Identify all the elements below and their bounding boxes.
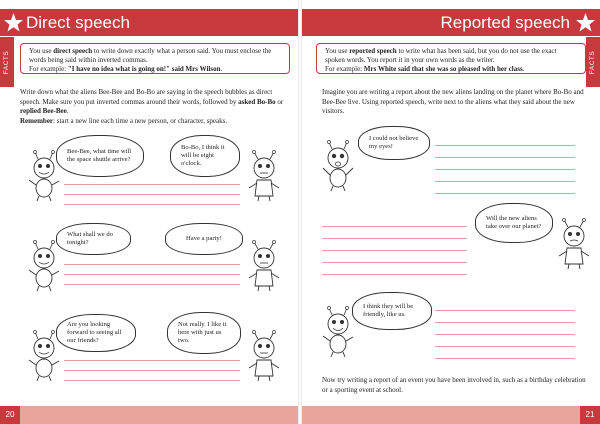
book-gutter	[298, 0, 302, 424]
alien-illustration	[26, 150, 62, 202]
writing-line[interactable]	[435, 145, 575, 146]
page-number: 20	[0, 406, 20, 424]
writing-line[interactable]	[435, 193, 575, 194]
page-title: Reported speech	[440, 13, 570, 32]
speech-bubble: Have a party!	[165, 223, 243, 255]
speech-bubble: Bo-Bo, I think it will be eight o'clock.	[170, 135, 240, 177]
writing-line[interactable]	[322, 238, 467, 239]
writing-line[interactable]	[64, 380, 240, 381]
alien-illustration	[246, 240, 282, 292]
alien-illustration	[26, 240, 62, 292]
key-term: direct speech	[53, 47, 93, 55]
right-title-banner	[300, 9, 600, 36]
writing-line[interactable]	[322, 226, 467, 227]
writing-line[interactable]	[435, 346, 575, 347]
instructions: Write down what the aliens Bee-Bee and Bo-Bo are saying in the speech bubbles as direct speech. Make sure you put inverted commas around their words, followed by asked Bo-Bo or replied Bee-Bee. Remember: start a new line each time a new person, or character, speaks.	[20, 88, 284, 125]
footer-bar	[300, 406, 580, 424]
fact-box: You use reported speech to write what has been said, but you do not use the exact spoken words. You report it in your own words as the writer. For example: Mrs White said that she was so pleased with her class.	[316, 43, 586, 74]
facts-tab: FACTS	[0, 37, 14, 87]
alien-illustration	[246, 150, 282, 202]
writing-line[interactable]	[64, 184, 240, 185]
page-title: Direct speech	[26, 13, 130, 32]
writing-line[interactable]	[435, 310, 575, 311]
star-icon	[573, 9, 598, 36]
right-page	[300, 0, 600, 424]
writing-line[interactable]	[64, 370, 240, 371]
writing-line[interactable]	[435, 169, 575, 170]
key-term: reported speech	[349, 47, 397, 55]
speech-bubble: What shall we do tonight?	[56, 223, 131, 255]
writing-line[interactable]	[64, 264, 240, 265]
writing-line[interactable]	[435, 322, 575, 323]
speech-bubble: I could not believe my eyes!	[358, 126, 430, 160]
fact-box: You use direct speech to write down exactly what a person said. You must enclose the words being said within inverted commas. For example: "I have no idea what is going on!" said Mrs Wilson.	[20, 43, 290, 74]
star-icon	[1, 9, 26, 36]
writing-line[interactable]	[322, 262, 467, 263]
left-title-banner	[0, 9, 300, 36]
writing-line[interactable]	[64, 274, 240, 275]
instructions: Imagine you are writing a report about the new aliens landing on the planet where Bo-Bo and Bee-Bee live. Using reported speech, write next to the aliens what they said about the new visitors.	[322, 88, 584, 115]
speech-bubble: I think they will be friendly, like us.	[352, 292, 432, 330]
alien-illustration	[556, 218, 592, 270]
alien-illustration	[320, 306, 356, 358]
writing-line[interactable]	[64, 284, 240, 285]
writing-line[interactable]	[435, 157, 575, 158]
writing-line[interactable]	[322, 274, 467, 275]
writing-line[interactable]	[64, 194, 240, 195]
footer-bar	[20, 406, 300, 424]
page-number: 21	[580, 406, 600, 424]
alien-illustration	[246, 330, 282, 382]
closing-instruction: Now try writing a report of an event you have been involved in, such as a birthday celebration or a sporting event at school.	[322, 376, 586, 394]
alien-illustration	[26, 330, 62, 382]
example-quote: Mrs White said that she was so pleased with her class	[363, 65, 523, 74]
speech-bubble: Bee-Bee, what time will the space shuttle arrive?	[56, 135, 144, 177]
writing-line[interactable]	[435, 181, 575, 182]
writing-line[interactable]	[64, 204, 240, 205]
writing-line[interactable]	[322, 250, 467, 251]
alien-illustration	[320, 140, 356, 192]
speech-bubble: Are you looking forward to seeing all our friends?	[56, 314, 136, 352]
speech-bubble: Will the new aliens take over our planet?	[475, 203, 553, 243]
example-quote: "I have no idea what is going on!" said Mrs Wilson	[67, 65, 221, 74]
facts-tab: FACTS	[586, 37, 600, 87]
writing-line[interactable]	[64, 360, 240, 361]
speech-bubble: Not really. I like it here with just us two.	[167, 312, 241, 354]
writing-line[interactable]	[435, 334, 575, 335]
writing-line[interactable]	[435, 358, 575, 359]
